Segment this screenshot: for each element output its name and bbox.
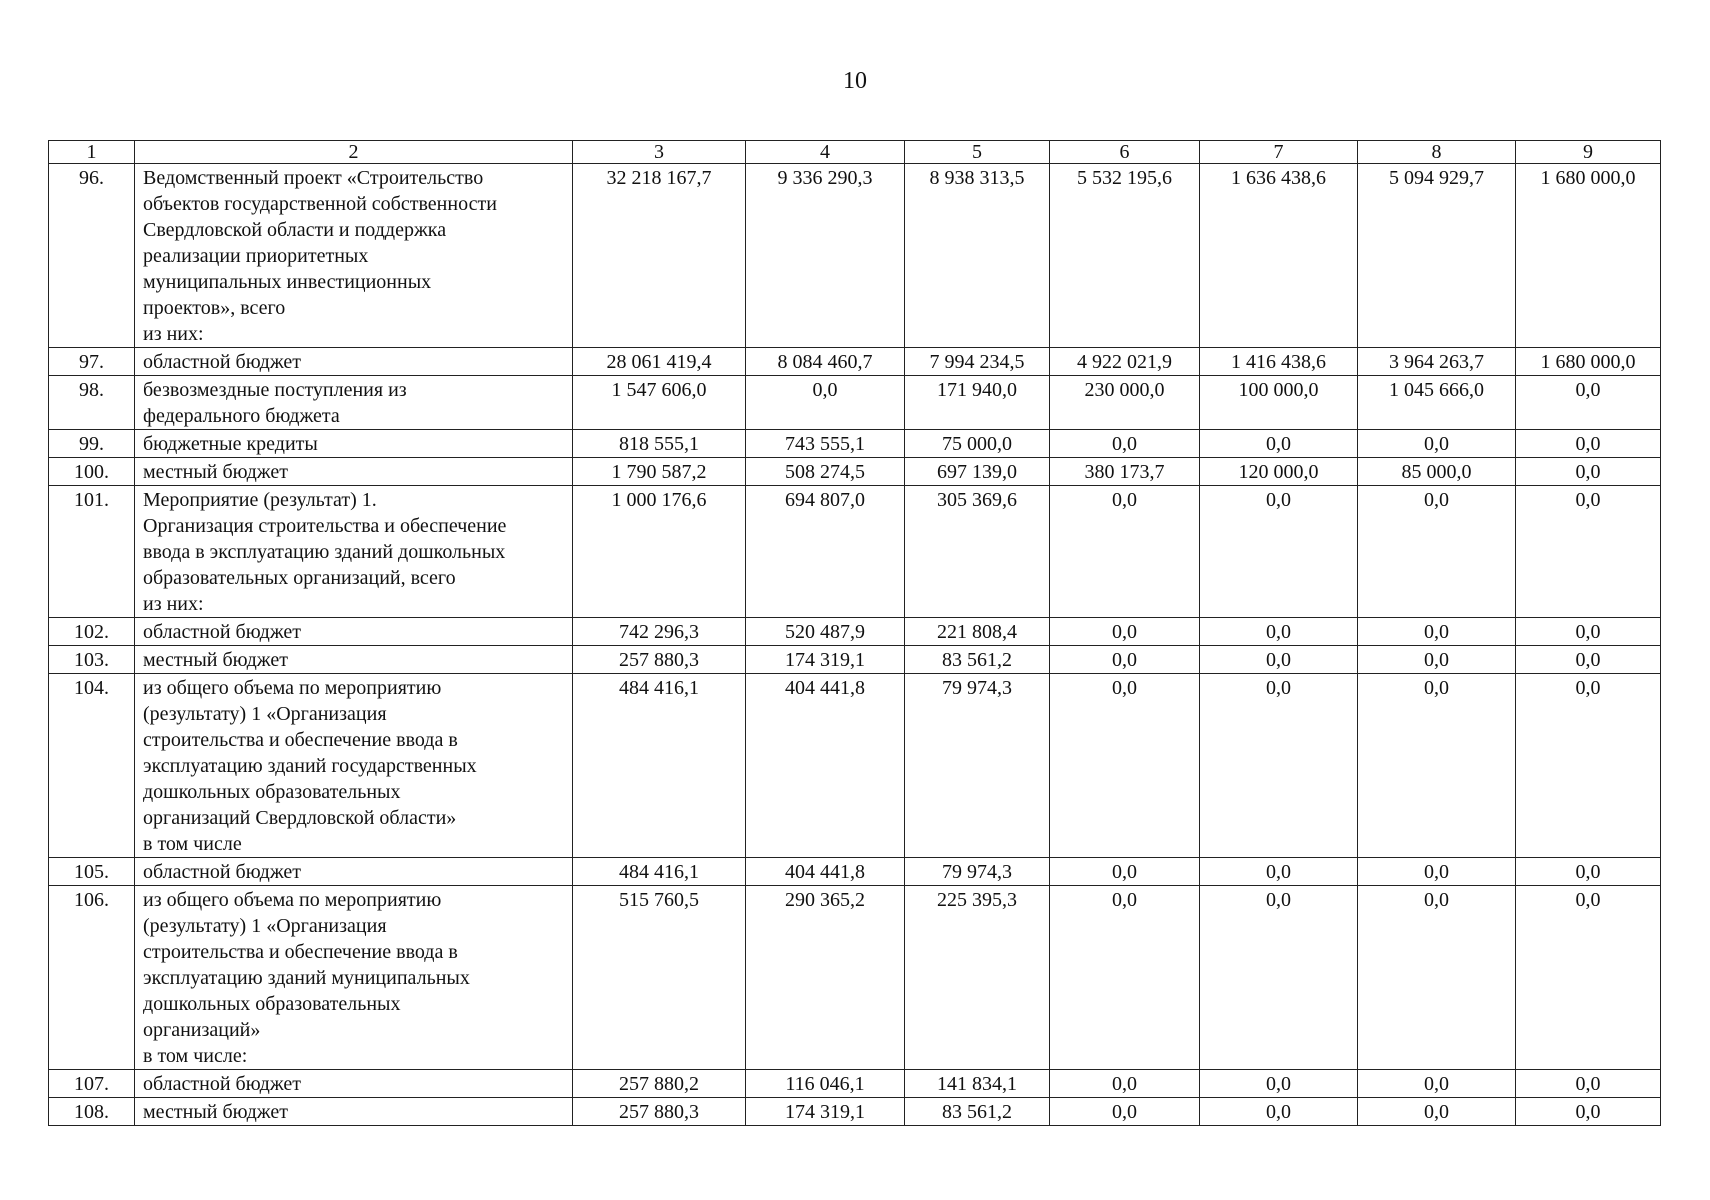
amount-cell: 0,0	[1050, 618, 1200, 646]
amount-cell: 0,0	[1200, 1098, 1358, 1126]
row-description: местный бюджет	[135, 1098, 573, 1126]
amount-cell: 0,0	[1516, 458, 1661, 486]
amount-cell: 404 441,8	[746, 674, 905, 858]
amount-cell: 141 834,1	[905, 1070, 1050, 1098]
amount-cell: 120 000,0	[1200, 458, 1358, 486]
table-row	[49, 618, 1661, 646]
budget-table	[48, 140, 1661, 1126]
amount-cell: 75 000,0	[905, 430, 1050, 458]
table-header-row	[49, 141, 1661, 164]
amount-cell: 0,0	[1516, 1098, 1661, 1126]
amount-cell: 221 808,4	[905, 618, 1050, 646]
amount-cell: 32 218 167,7	[573, 164, 746, 348]
amount-cell: 0,0	[1358, 646, 1516, 674]
row-description: местный бюджет	[135, 458, 573, 486]
row-description: Мероприятие (результат) 1. Организация строительства и обеспечение ввода в эксплуатацию зданий дошкольных образовательных организаций, всего из них:	[135, 486, 573, 618]
amount-cell: 380 173,7	[1050, 458, 1200, 486]
amount-cell: 0,0	[1516, 646, 1661, 674]
amount-cell: 8 938 313,5	[905, 164, 1050, 348]
amount-cell: 0,0	[1516, 674, 1661, 858]
amount-cell: 0,0	[1050, 886, 1200, 1070]
row-description: Ведомственный проект «Строительство объектов государственной собственности Свердловской области и поддержка реализации приоритетных муниципальных инвестиционных проектов», всего из них:	[135, 164, 573, 348]
row-description: областной бюджет	[135, 348, 573, 376]
row-description: безвозмездные поступления из федерального бюджета	[135, 376, 573, 430]
column-header: 5	[905, 141, 1050, 164]
amount-cell: 0,0	[1200, 646, 1358, 674]
amount-cell: 1 680 000,0	[1516, 348, 1661, 376]
row-description: бюджетные кредиты	[135, 430, 573, 458]
row-number: 101.	[49, 486, 135, 618]
amount-cell: 0,0	[1358, 1070, 1516, 1098]
amount-cell: 0,0	[1358, 886, 1516, 1070]
amount-cell: 0,0	[746, 376, 905, 430]
amount-cell: 0,0	[1200, 618, 1358, 646]
amount-cell: 0,0	[1200, 886, 1358, 1070]
row-number: 97.	[49, 348, 135, 376]
row-description: из общего объема по мероприятию (результату) 1 «Организация строительства и обеспечение ввода в эксплуатацию зданий государственных дошкольных образовательных организаций Свердловской области» в том числе	[135, 674, 573, 858]
table-row	[49, 1098, 1661, 1126]
amount-cell: 5 094 929,7	[1358, 164, 1516, 348]
column-header: 7	[1200, 141, 1358, 164]
row-number: 106.	[49, 886, 135, 1070]
amount-cell: 257 880,2	[573, 1070, 746, 1098]
amount-cell: 0,0	[1358, 430, 1516, 458]
column-header: 6	[1050, 141, 1200, 164]
column-header: 8	[1358, 141, 1516, 164]
amount-cell: 520 487,9	[746, 618, 905, 646]
amount-cell: 484 416,1	[573, 674, 746, 858]
amount-cell: 0,0	[1358, 1098, 1516, 1126]
row-number: 100.	[49, 458, 135, 486]
row-number: 96.	[49, 164, 135, 348]
amount-cell: 0,0	[1516, 858, 1661, 886]
amount-cell: 508 274,5	[746, 458, 905, 486]
row-number: 107.	[49, 1070, 135, 1098]
amount-cell: 697 139,0	[905, 458, 1050, 486]
column-header: 2	[135, 141, 573, 164]
row-number: 99.	[49, 430, 135, 458]
amount-cell: 171 940,0	[905, 376, 1050, 430]
amount-cell: 0,0	[1050, 1070, 1200, 1098]
amount-cell: 257 880,3	[573, 1098, 746, 1126]
row-number: 102.	[49, 618, 135, 646]
column-header: 9	[1516, 141, 1661, 164]
row-number: 104.	[49, 674, 135, 858]
amount-cell: 85 000,0	[1358, 458, 1516, 486]
amount-cell: 0,0	[1516, 618, 1661, 646]
table-row	[49, 674, 1661, 858]
amount-cell: 0,0	[1050, 646, 1200, 674]
row-description: областной бюджет	[135, 858, 573, 886]
amount-cell: 0,0	[1358, 674, 1516, 858]
amount-cell: 0,0	[1516, 886, 1661, 1070]
row-number: 98.	[49, 376, 135, 430]
column-header: 1	[49, 141, 135, 164]
column-header: 4	[746, 141, 905, 164]
amount-cell: 79 974,3	[905, 674, 1050, 858]
table-row	[49, 858, 1661, 886]
amount-cell: 83 561,2	[905, 646, 1050, 674]
table-row	[49, 164, 1661, 348]
amount-cell: 290 365,2	[746, 886, 905, 1070]
amount-cell: 515 760,5	[573, 886, 746, 1070]
amount-cell: 0,0	[1200, 430, 1358, 458]
amount-cell: 0,0	[1358, 618, 1516, 646]
row-description: местный бюджет	[135, 646, 573, 674]
amount-cell: 743 555,1	[746, 430, 905, 458]
amount-cell: 1 547 606,0	[573, 376, 746, 430]
table-row	[49, 348, 1661, 376]
amount-cell: 0,0	[1200, 674, 1358, 858]
amount-cell: 0,0	[1516, 1070, 1661, 1098]
amount-cell: 257 880,3	[573, 646, 746, 674]
amount-cell: 1 000 176,6	[573, 486, 746, 618]
amount-cell: 0,0	[1200, 486, 1358, 618]
amount-cell: 0,0	[1050, 486, 1200, 618]
amount-cell: 230 000,0	[1050, 376, 1200, 430]
column-header: 3	[573, 141, 746, 164]
table-row	[49, 646, 1661, 674]
amount-cell: 9 336 290,3	[746, 164, 905, 348]
table-row	[49, 886, 1661, 1070]
amount-cell: 79 974,3	[905, 858, 1050, 886]
amount-cell: 5 532 195,6	[1050, 164, 1200, 348]
amount-cell: 404 441,8	[746, 858, 905, 886]
amount-cell: 83 561,2	[905, 1098, 1050, 1126]
row-number: 108.	[49, 1098, 135, 1126]
row-number: 103.	[49, 646, 135, 674]
table-row	[49, 486, 1661, 618]
amount-cell: 0,0	[1358, 486, 1516, 618]
amount-cell: 174 319,1	[746, 646, 905, 674]
row-description: областной бюджет	[135, 618, 573, 646]
amount-cell: 484 416,1	[573, 858, 746, 886]
table-body	[49, 141, 1661, 1126]
amount-cell: 818 555,1	[573, 430, 746, 458]
amount-cell: 0,0	[1050, 674, 1200, 858]
amount-cell: 0,0	[1358, 858, 1516, 886]
table-row	[49, 430, 1661, 458]
table-row	[49, 376, 1661, 430]
amount-cell: 0,0	[1050, 430, 1200, 458]
amount-cell: 0,0	[1050, 858, 1200, 886]
amount-cell: 0,0	[1200, 1070, 1358, 1098]
amount-cell: 4 922 021,9	[1050, 348, 1200, 376]
amount-cell: 742 296,3	[573, 618, 746, 646]
amount-cell: 225 395,3	[905, 886, 1050, 1070]
amount-cell: 305 369,6	[905, 486, 1050, 618]
amount-cell: 3 964 263,7	[1358, 348, 1516, 376]
amount-cell: 0,0	[1050, 1098, 1200, 1126]
row-description: областной бюджет	[135, 1070, 573, 1098]
amount-cell: 28 061 419,4	[573, 348, 746, 376]
page-number: 10	[843, 68, 867, 94]
amount-cell: 0,0	[1200, 858, 1358, 886]
table-row	[49, 1070, 1661, 1098]
amount-cell: 7 994 234,5	[905, 348, 1050, 376]
amount-cell: 1 790 587,2	[573, 458, 746, 486]
row-number: 105.	[49, 858, 135, 886]
amount-cell: 174 319,1	[746, 1098, 905, 1126]
amount-cell: 1 045 666,0	[1358, 376, 1516, 430]
amount-cell: 8 084 460,7	[746, 348, 905, 376]
amount-cell: 1 416 438,6	[1200, 348, 1358, 376]
amount-cell: 694 807,0	[746, 486, 905, 618]
amount-cell: 116 046,1	[746, 1070, 905, 1098]
amount-cell: 0,0	[1516, 486, 1661, 618]
amount-cell: 0,0	[1516, 430, 1661, 458]
table-row	[49, 458, 1661, 486]
row-description: из общего объема по мероприятию (результату) 1 «Организация строительства и обеспечение ввода в эксплуатацию зданий муниципальных дошкольных образовательных организаций» в том числе:	[135, 886, 573, 1070]
amount-cell: 1 680 000,0	[1516, 164, 1661, 348]
amount-cell: 0,0	[1516, 376, 1661, 430]
amount-cell: 1 636 438,6	[1200, 164, 1358, 348]
amount-cell: 100 000,0	[1200, 376, 1358, 430]
